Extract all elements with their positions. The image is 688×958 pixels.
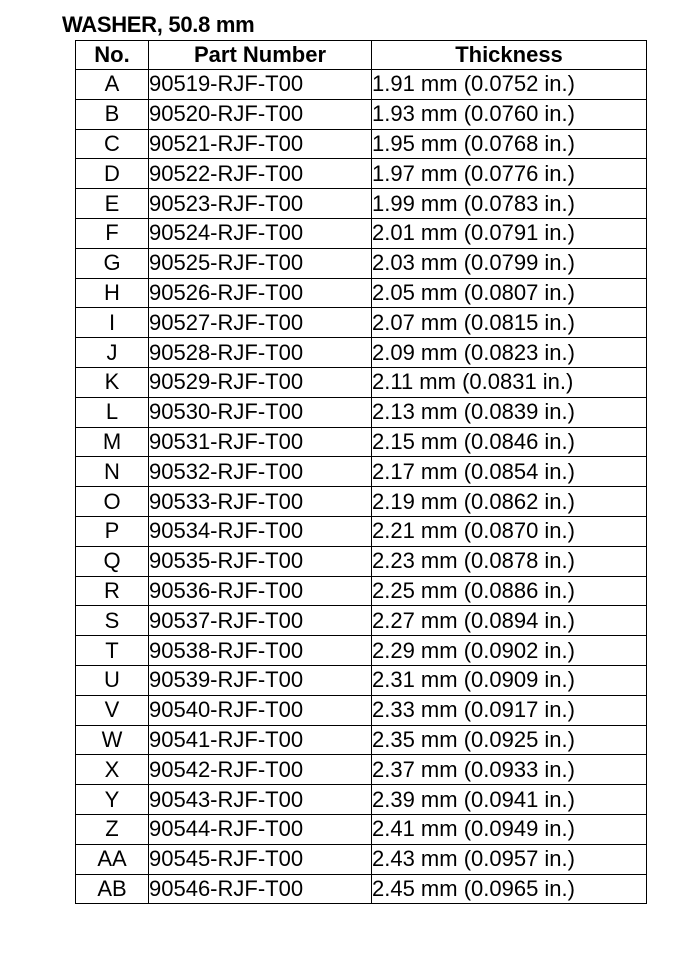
cell-thickness: 2.37 mm (0.0933 in.) [372, 755, 647, 785]
cell-thickness: 2.33 mm (0.0917 in.) [372, 695, 647, 725]
table-row [76, 397, 647, 427]
cell-thickness: 1.99 mm (0.0783 in.) [372, 189, 647, 219]
cell-thickness: 2.31 mm (0.0909 in.) [372, 665, 647, 695]
cell-part-number: 90532-RJF-T00 [149, 457, 372, 487]
table-body [76, 70, 647, 904]
table-row [76, 338, 647, 368]
cell-part-number: 90529-RJF-T00 [149, 367, 372, 397]
cell-thickness: 2.29 mm (0.0902 in.) [372, 636, 647, 666]
cell-no: T [76, 636, 149, 666]
cell-no: L [76, 397, 149, 427]
cell-no: C [76, 129, 149, 159]
cell-no: J [76, 338, 149, 368]
cell-part-number: 90537-RJF-T00 [149, 606, 372, 636]
cell-no: E [76, 189, 149, 219]
table-row [76, 248, 647, 278]
cell-thickness: 2.05 mm (0.0807 in.) [372, 278, 647, 308]
table-row [76, 99, 647, 129]
table-row [76, 814, 647, 844]
table-row [76, 159, 647, 189]
cell-part-number: 90533-RJF-T00 [149, 487, 372, 517]
cell-thickness: 2.43 mm (0.0957 in.) [372, 844, 647, 874]
cell-part-number: 90534-RJF-T00 [149, 516, 372, 546]
table-row [76, 636, 647, 666]
table-row [76, 457, 647, 487]
cell-thickness: 2.19 mm (0.0862 in.) [372, 487, 647, 517]
table-row [76, 308, 647, 338]
cell-no: D [76, 159, 149, 189]
cell-part-number: 90527-RJF-T00 [149, 308, 372, 338]
cell-no: H [76, 278, 149, 308]
table-row [76, 576, 647, 606]
cell-thickness: 2.25 mm (0.0886 in.) [372, 576, 647, 606]
table-row [76, 129, 647, 159]
cell-no: X [76, 755, 149, 785]
table-row [76, 725, 647, 755]
page-title: WASHER, 50.8 mm [62, 12, 255, 37]
cell-part-number: 90540-RJF-T00 [149, 695, 372, 725]
table-row [76, 427, 647, 457]
cell-thickness: 2.09 mm (0.0823 in.) [372, 338, 647, 368]
table-row [76, 874, 647, 904]
column-header-no: No. [76, 41, 149, 70]
table-row [76, 695, 647, 725]
table-row [76, 755, 647, 785]
cell-no: Z [76, 814, 149, 844]
table-row [76, 844, 647, 874]
cell-part-number: 90519-RJF-T00 [149, 70, 372, 100]
cell-part-number: 90521-RJF-T00 [149, 129, 372, 159]
cell-no: Y [76, 785, 149, 815]
cell-no: O [76, 487, 149, 517]
cell-thickness: 2.27 mm (0.0894 in.) [372, 606, 647, 636]
cell-no: U [76, 665, 149, 695]
table-row [76, 218, 647, 248]
cell-part-number: 90524-RJF-T00 [149, 218, 372, 248]
cell-thickness: 1.95 mm (0.0768 in.) [372, 129, 647, 159]
cell-no: AA [76, 844, 149, 874]
cell-part-number: 90528-RJF-T00 [149, 338, 372, 368]
cell-no: V [76, 695, 149, 725]
cell-no: F [76, 218, 149, 248]
table-row [76, 70, 647, 100]
cell-part-number: 90536-RJF-T00 [149, 576, 372, 606]
cell-thickness: 2.03 mm (0.0799 in.) [372, 248, 647, 278]
cell-part-number: 90543-RJF-T00 [149, 785, 372, 815]
cell-no: P [76, 516, 149, 546]
table-row [76, 278, 647, 308]
cell-no: AB [76, 874, 149, 904]
cell-part-number: 90522-RJF-T00 [149, 159, 372, 189]
cell-no: N [76, 457, 149, 487]
cell-part-number: 90546-RJF-T00 [149, 874, 372, 904]
washer-table [75, 40, 647, 904]
table-row [76, 606, 647, 636]
cell-no: S [76, 606, 149, 636]
cell-part-number: 90544-RJF-T00 [149, 814, 372, 844]
table-row [76, 487, 647, 517]
table-row [76, 189, 647, 219]
cell-no: W [76, 725, 149, 755]
cell-part-number: 90541-RJF-T00 [149, 725, 372, 755]
cell-thickness: 2.07 mm (0.0815 in.) [372, 308, 647, 338]
table-row [76, 367, 647, 397]
cell-thickness: 2.41 mm (0.0949 in.) [372, 814, 647, 844]
cell-no: R [76, 576, 149, 606]
cell-thickness: 2.35 mm (0.0925 in.) [372, 725, 647, 755]
cell-part-number: 90523-RJF-T00 [149, 189, 372, 219]
cell-thickness: 1.93 mm (0.0760 in.) [372, 99, 647, 129]
cell-thickness: 2.15 mm (0.0846 in.) [372, 427, 647, 457]
cell-part-number: 90525-RJF-T00 [149, 248, 372, 278]
cell-thickness: 2.01 mm (0.0791 in.) [372, 218, 647, 248]
cell-no: G [76, 248, 149, 278]
cell-no: Q [76, 546, 149, 576]
cell-thickness: 2.11 mm (0.0831 in.) [372, 367, 647, 397]
cell-part-number: 90531-RJF-T00 [149, 427, 372, 457]
cell-thickness: 2.17 mm (0.0854 in.) [372, 457, 647, 487]
table-row [76, 785, 647, 815]
column-header-thickness: Thickness [372, 41, 647, 70]
cell-part-number: 90542-RJF-T00 [149, 755, 372, 785]
cell-thickness: 2.45 mm (0.0965 in.) [372, 874, 647, 904]
cell-no: M [76, 427, 149, 457]
table-row [76, 546, 647, 576]
cell-part-number: 90520-RJF-T00 [149, 99, 372, 129]
cell-part-number: 90535-RJF-T00 [149, 546, 372, 576]
cell-no: K [76, 367, 149, 397]
table-row [76, 516, 647, 546]
cell-part-number: 90545-RJF-T00 [149, 844, 372, 874]
cell-part-number: 90530-RJF-T00 [149, 397, 372, 427]
cell-thickness: 2.13 mm (0.0839 in.) [372, 397, 647, 427]
cell-part-number: 90539-RJF-T00 [149, 665, 372, 695]
cell-no: A [76, 70, 149, 100]
cell-part-number: 90538-RJF-T00 [149, 636, 372, 666]
cell-no: B [76, 99, 149, 129]
cell-thickness: 1.91 mm (0.0752 in.) [372, 70, 647, 100]
cell-no: I [76, 308, 149, 338]
cell-thickness: 1.97 mm (0.0776 in.) [372, 159, 647, 189]
cell-thickness: 2.39 mm (0.0941 in.) [372, 785, 647, 815]
cell-part-number: 90526-RJF-T00 [149, 278, 372, 308]
cell-thickness: 2.21 mm (0.0870 in.) [372, 516, 647, 546]
cell-thickness: 2.23 mm (0.0878 in.) [372, 546, 647, 576]
table-row [76, 665, 647, 695]
column-header-part-number: Part Number [149, 41, 372, 70]
table-header-row [76, 41, 647, 70]
